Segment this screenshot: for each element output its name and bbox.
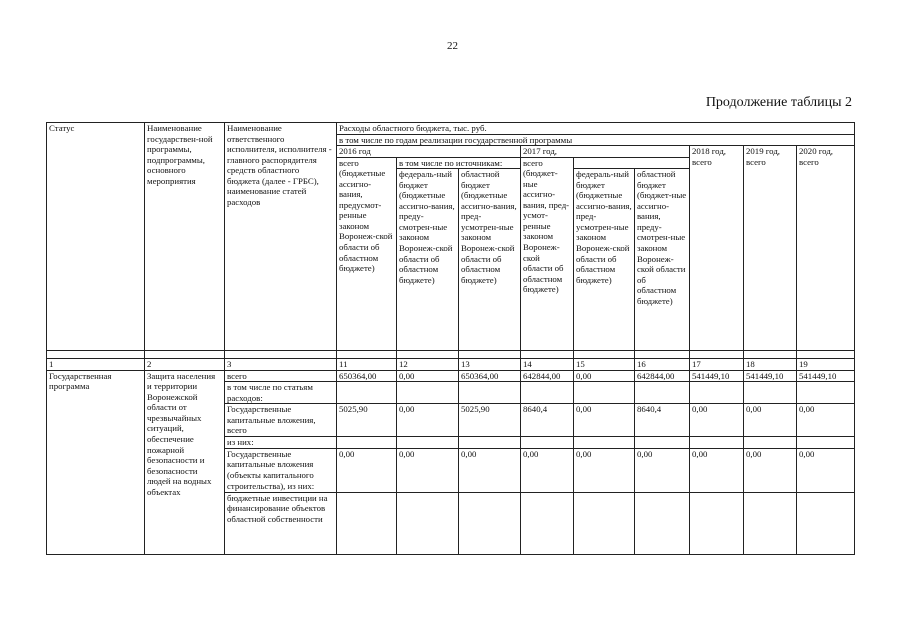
value-cell [574,382,635,404]
header-total-2017: всего (бюджет-ные ассигно-вания, пред-усмот-ренные законом Воронеж-ской области об областном бюджете) [521,157,574,351]
value-cell [744,492,797,554]
value-cell [459,437,521,449]
header-total-2016: всего (бюджетные ассигно-вания, предусмот-ренные законом Воронеж-ской области об областном бюджете) [337,157,397,351]
value-cell: 0,00 [337,448,397,492]
value-cell [690,382,744,404]
budget-table [46,122,855,555]
value-cell: 0,00 [574,370,635,382]
value-cell: 541449,10 [744,370,797,382]
value-cell: 0,00 [574,404,635,437]
value-cell [690,492,744,554]
header-blank-2017 [574,157,690,169]
header-year-2016: 2016 год [337,146,521,158]
value-cell [797,382,855,404]
value-cell [574,437,635,449]
header-federal-2017: федераль-ный бюджет (бюджетные ассигно-вания, пред-усмотрен-ные законом Воронеж-ской области об областном бюджете) [574,169,635,351]
header-incl-sources: в том числе по источникам: [397,157,521,169]
value-cell: 0,00 [397,448,459,492]
value-cell: 642844,00 [521,370,574,382]
row-label: Государственные капитальные вложения (объекты капитального строительства), из них: [225,448,337,492]
page-number: 22 [447,40,458,52]
value-cell [337,437,397,449]
value-cell [635,437,690,449]
col-number: 17 [690,359,744,371]
header-program-name: Наименование государствен-ной программы, подпрограммы, основного мероприятия [145,123,225,351]
value-cell [521,437,574,449]
value-cell: 650364,00 [459,370,521,382]
value-cell [397,382,459,404]
value-cell: 541449,10 [797,370,855,382]
status-cell: Государственная программа [47,370,145,554]
value-cell [397,437,459,449]
value-cell [521,382,574,404]
value-cell: 650364,00 [337,370,397,382]
col-number: 19 [797,359,855,371]
continuation-title: Продолжение таблицы 2 [705,95,852,110]
row-label: бюджетные инвестиции на финансирование объектов областной собственности [225,492,337,554]
value-cell [459,382,521,404]
value-cell: 0,00 [744,404,797,437]
value-cell [635,382,690,404]
program-cell: Защита населения и территории Воронежской области от чрезвычайных ситуаций, обеспечение пожарной безопасности и безопасности людей на водных объектах [145,370,225,554]
header-year-2020: 2020 год, всего [797,146,855,351]
col-number: 11 [337,359,397,371]
value-cell [337,382,397,404]
value-cell: 0,00 [690,448,744,492]
header-regional-2016: областной бюджет (бюджетные ассигно-вания, пред-усмотрен-ные законом Воронеж-ской области об областном бюджете) [459,169,521,351]
row-label: из них: [225,437,337,449]
value-cell: 8640,4 [521,404,574,437]
col-number: 16 [635,359,690,371]
value-cell: 0,00 [521,448,574,492]
col-number: 3 [225,359,337,371]
value-cell [459,492,521,554]
value-cell [797,492,855,554]
row-label: всего [225,370,337,382]
header-year-2018: 2018 год, всего [690,146,744,351]
value-cell [690,437,744,449]
value-cell: 0,00 [797,404,855,437]
value-cell: 0,00 [397,404,459,437]
value-cell: 0,00 [690,404,744,437]
value-cell: 0,00 [744,448,797,492]
value-cell [521,492,574,554]
value-cell: 5025,90 [459,404,521,437]
header-status: Статус [47,123,145,351]
value-cell: 5025,90 [337,404,397,437]
col-number: 14 [521,359,574,371]
row-label: Государственные капитальные вложения, всего [225,404,337,437]
value-cell: 0,00 [635,448,690,492]
header-expenses: Расходы областного бюджета, тыс. руб. [337,123,855,135]
value-cell: 8640,4 [635,404,690,437]
value-cell [337,492,397,554]
value-cell: 0,00 [574,448,635,492]
value-cell [635,492,690,554]
value-cell: 642844,00 [635,370,690,382]
row-label: в том числе по статьям расходов: [225,382,337,404]
header-regional-2017: областной бюджет (бюджет-ные ассигно-вания, преду-смотрен-ные законом Воронеж-ской области об областном бюджете) [635,169,690,351]
header-year-2019: 2019 год, всего [744,146,797,351]
value-cell [397,492,459,554]
col-number: 15 [574,359,635,371]
header-executor-name: Наименование ответственного исполнителя, исполнителя - главного распорядителя средств областного бюджета (далее - ГРБС), наименование статей расходов [225,123,337,351]
value-cell [744,437,797,449]
value-cell: 0,00 [459,448,521,492]
value-cell: 0,00 [797,448,855,492]
value-cell: 541449,10 [690,370,744,382]
value-cell [797,437,855,449]
col-number: 13 [459,359,521,371]
value-cell [744,382,797,404]
value-cell: 0,00 [397,370,459,382]
col-number: 1 [47,359,145,371]
header-by-years: в том числе по годам реализации государственной программы [337,134,855,146]
col-number: 18 [744,359,797,371]
value-cell [574,492,635,554]
header-year-2017: 2017 год, [521,146,690,158]
table-row [47,370,855,382]
col-number: 2 [145,359,225,371]
col-number: 12 [397,359,459,371]
header-federal-2016: федераль-ный бюджет (бюджетные ассигно-вания, преду-смотрен-ные законом Воронеж-ской области об областном бюджете) [397,169,459,351]
